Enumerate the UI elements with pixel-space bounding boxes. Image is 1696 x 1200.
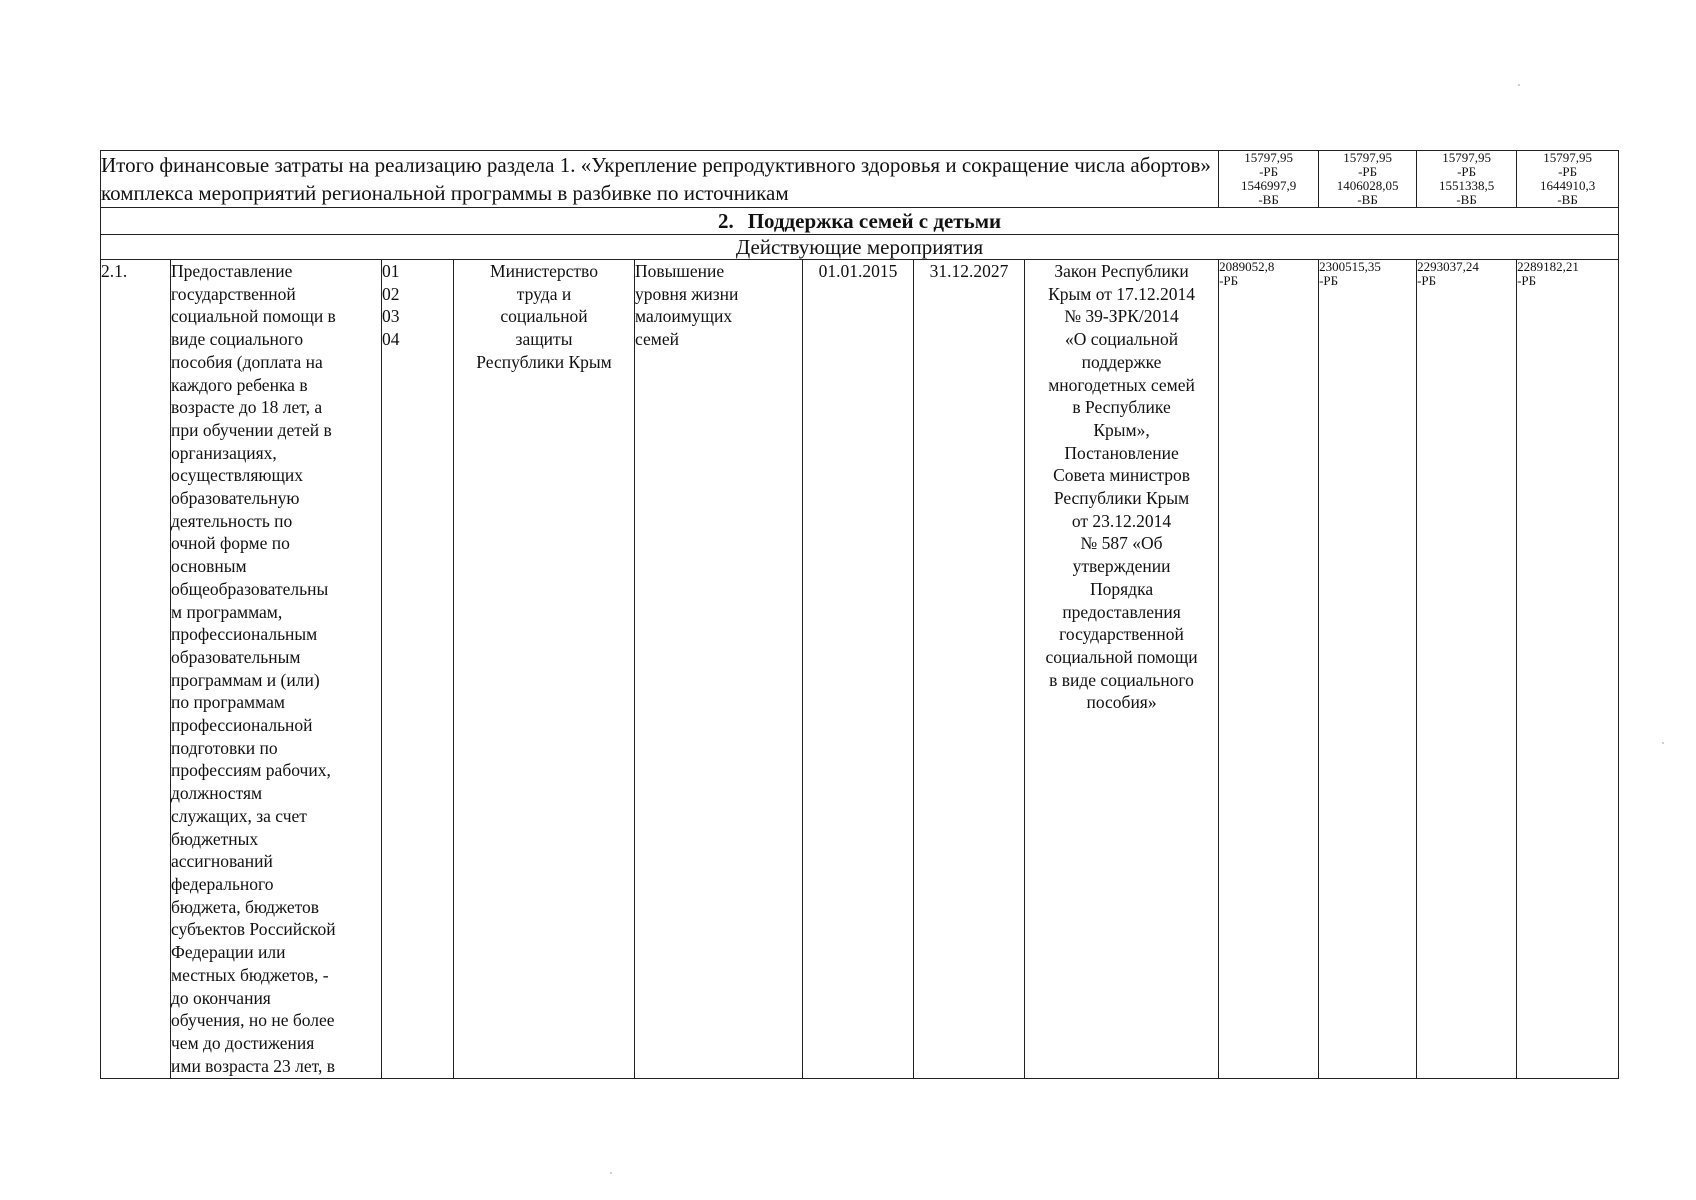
code-line: 04 (382, 329, 400, 350)
description-line: по программам (171, 692, 285, 713)
table-row (101, 260, 1619, 1079)
row-end-date: 31.12.2027 (914, 260, 1025, 1079)
description-line: чем до достижения (171, 1032, 315, 1053)
section-number: 2. (717, 209, 734, 233)
result-line: Повышение (635, 261, 725, 281)
scan-speck (1518, 84, 1520, 86)
basis-line: социальной помощи (1045, 646, 1198, 667)
row-start-date: 01.01.2015 (803, 260, 914, 1079)
description-line: бюджетных (171, 828, 259, 849)
row-basis (1025, 260, 1219, 1079)
result-line: малоимущих (635, 306, 733, 327)
executor-line: социальной (500, 306, 588, 327)
description-line: каждого ребенка в (171, 374, 308, 395)
description-line: образовательным (171, 646, 301, 667)
description-line: ими возраста 23 лет, в (171, 1055, 335, 1076)
basis-line: многодетных семей (1048, 374, 1195, 395)
executor-line: труда и (516, 283, 572, 304)
description-line: деятельность по (171, 510, 293, 531)
description-line: до окончания (171, 987, 271, 1008)
description-line: социальной помощи в (171, 306, 336, 327)
row-value-1: 2089052,8 -РБ (1219, 260, 1319, 1079)
summary-value-3: 15797,95 -РБ 1551338,5 -ВБ (1417, 151, 1517, 208)
row-value-3: 2293037,24 -РБ (1417, 260, 1517, 1079)
basis-line: Порядка (1089, 578, 1154, 599)
subsection-row (101, 235, 1619, 260)
description-line: бюджета, бюджетов (171, 896, 320, 917)
basis-line: «О социальной (1064, 329, 1179, 350)
description-line: м программам, (171, 601, 283, 622)
description-line: программам и (или) (171, 669, 320, 690)
row-value-2: 2300515,35 -РБ (1319, 260, 1417, 1079)
basis-line: Закон Республики (1054, 261, 1189, 281)
description-line: профессиональным (171, 624, 318, 645)
section-row (101, 208, 1619, 235)
basis-line: от 23.12.2014 (1071, 510, 1172, 531)
description-line: Предоставление (171, 261, 293, 281)
row-number: 2.1. (101, 260, 171, 1079)
description-line: общеобразовательны (171, 578, 329, 599)
executor-line: Министерство (490, 261, 598, 281)
description-line: должностям (171, 783, 263, 804)
section-title (101, 208, 1619, 235)
basis-line: Совета министров (1053, 465, 1190, 486)
code-line: 02 (382, 283, 400, 304)
result-line: семей (635, 329, 679, 350)
description-line: субъектов Российской (171, 919, 336, 940)
basis-line: Крым от 17.12.2014 (1048, 283, 1195, 304)
scan-speck (610, 1172, 612, 1174)
description-line: профессиональной (171, 715, 313, 736)
description-line: организациях, (171, 442, 277, 463)
basis-line: предоставления (1062, 601, 1181, 622)
basis-line: пособия» (1086, 692, 1157, 713)
description-line: осуществляющих (171, 465, 304, 486)
description-line: ассигнований (171, 851, 273, 872)
row-executor (454, 260, 635, 1079)
description-line: при обучении детей в (171, 419, 332, 440)
basis-line: в виде социального (1049, 669, 1194, 690)
basis-line: № 587 «Об (1080, 533, 1163, 554)
basis-line: поддержке (1081, 351, 1162, 372)
row-result (635, 260, 803, 1079)
basis-line: № 39-ЗРК/2014 (1064, 306, 1179, 327)
description-line: возрасте до 18 лет, а (171, 397, 323, 418)
subsection-title: Действующие мероприятия (101, 235, 1619, 260)
description-line: служащих, за счет (171, 805, 307, 826)
description-line: основным (171, 556, 247, 577)
section-name: Поддержка семей с детьми (747, 209, 1002, 233)
program-table (100, 150, 1619, 1079)
executor-line: защиты (515, 329, 573, 350)
description-line: образовательную (171, 488, 300, 509)
row-codes (382, 260, 454, 1079)
summary-row (101, 151, 1619, 208)
result-line: уровня жизни (635, 283, 739, 304)
description-line: обучения, но не более (171, 1010, 335, 1031)
summary-value-1: 15797,95 -РБ 1546997,9 -ВБ (1219, 151, 1319, 208)
description-line: местных бюджетов, - (171, 964, 329, 985)
description-line: профессиям рабочих, (171, 760, 331, 781)
description-line: виде социального (171, 329, 304, 350)
basis-line: в Республике (1072, 397, 1171, 418)
executor-line: Республики Крым (476, 351, 612, 372)
basis-line: утверждении (1072, 556, 1171, 577)
summary-value-4: 15797,95 -РБ 1644910,3 -ВБ (1517, 151, 1619, 208)
description-line: очной форме по (171, 533, 290, 554)
scan-speck (1662, 742, 1664, 744)
description-line: подготовки по (171, 737, 278, 758)
summary-value-2: 15797,95 -РБ 1406028,05 -ВБ (1319, 151, 1417, 208)
basis-line: Крым», (1093, 419, 1150, 440)
row-description (171, 260, 382, 1079)
code-line: 01 (382, 261, 400, 281)
code-line: 03 (382, 306, 400, 327)
basis-line: государственной (1059, 624, 1184, 645)
description-line: пособия (доплата на (171, 351, 323, 372)
basis-line: Республики Крым (1053, 488, 1190, 509)
description-line: государственной (171, 283, 296, 304)
description-line: Федерации или (171, 942, 286, 963)
description-line: федерального (171, 873, 274, 894)
basis-line: Постановление (1064, 442, 1179, 463)
row-value-4: 2289182,21 -РБ (1517, 260, 1619, 1079)
summary-text: Итого финансовые затраты на реализацию раздела 1. «Укрепление репродуктивного здоровья и сокращение числа абортов» комплекса мероприятий региональной программы в разбивке по источникам (101, 151, 1219, 208)
